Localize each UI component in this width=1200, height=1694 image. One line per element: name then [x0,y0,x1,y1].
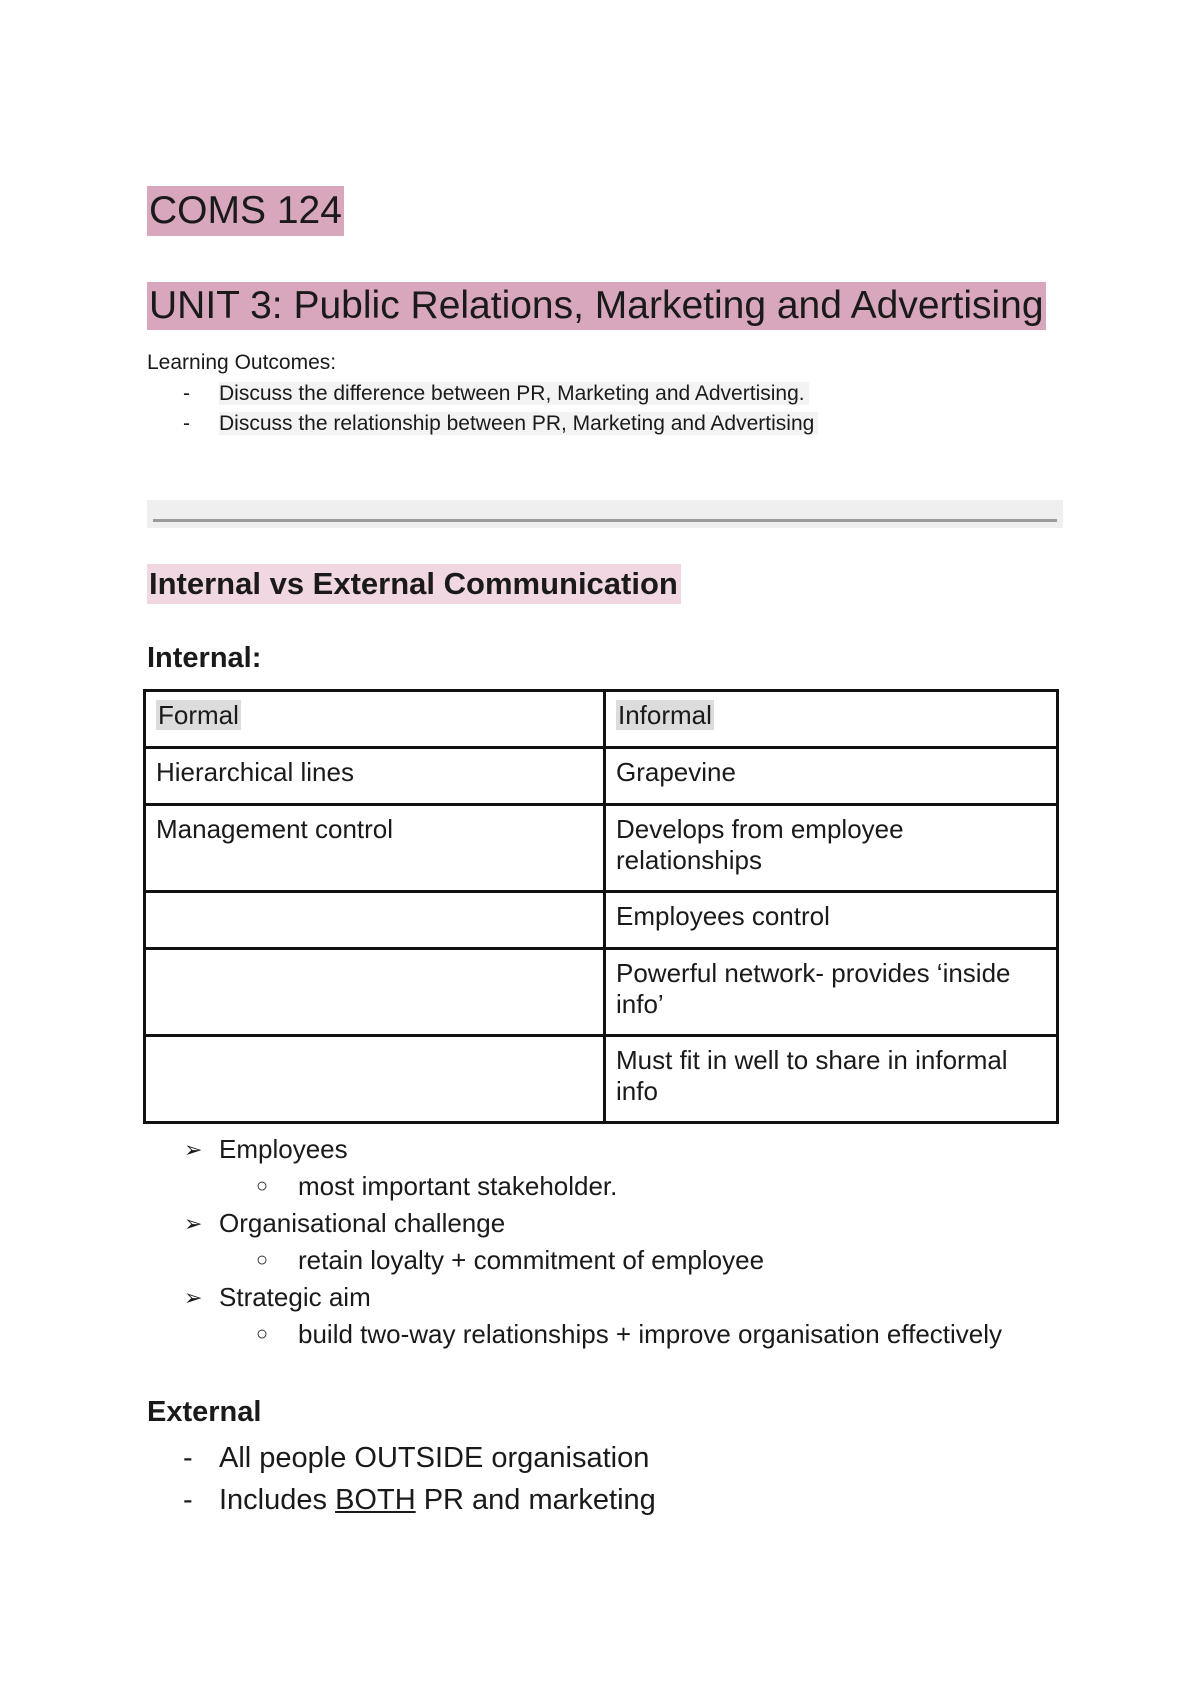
table-row [145,1036,1058,1123]
list-item [147,1242,1002,1279]
external-points-list [147,1437,656,1521]
table-row [145,892,1058,949]
circle-bullet-icon: ○ [256,1323,269,1345]
header-formal: Formal [158,700,239,730]
table-cell: Develops from employee relationships [605,805,1058,892]
point-text: Organisational challenge [219,1208,506,1238]
learning-outcomes-list [147,379,818,439]
list-item [147,1479,656,1521]
course-title: COMS 124 [147,186,344,236]
external-point-suffix: PR and marketing [415,1484,656,1516]
circle-bullet-icon: ○ [256,1249,269,1271]
section-heading: Internal vs External Communication [147,564,681,604]
table-cell [145,892,605,949]
table-header-cell [145,691,605,748]
list-item [147,1131,1002,1168]
point-text: Strategic aim [219,1282,371,1312]
internal-heading: Internal: [147,642,262,674]
table-header-cell [605,691,1058,748]
table-row [145,748,1058,805]
sub-point-text: retain loyalty + commitment of employee [298,1245,765,1275]
dash-bullet: - [183,382,190,405]
table-cell: Hierarchical lines [145,748,605,805]
table-row [145,805,1058,892]
internal-points-list [147,1131,1002,1353]
header-informal: Informal [618,700,712,730]
sub-point-text: build two-way relationships + improve organisation effectively [298,1319,1003,1349]
table-cell: Powerful network- provides ‘inside info’ [605,949,1058,1036]
external-point-text: All people OUTSIDE organisation [219,1442,650,1474]
list-item [147,1205,1002,1242]
arrow-bullet-icon: ➢ [184,1211,203,1236]
list-item [147,409,818,439]
arrow-bullet-icon: ➢ [184,1137,203,1162]
divider-line [153,519,1057,522]
table-cell [145,1036,605,1123]
list-item [147,1279,1002,1316]
list-item [147,1168,1002,1205]
external-point-prefix: Includes [219,1484,336,1516]
learning-outcome-text: Discuss the relationship between PR, Marketing and Advertising [219,412,818,435]
horizontal-divider [147,500,1063,528]
table-header-row [145,691,1058,748]
dash-bullet: - [183,412,190,435]
list-item [147,379,818,409]
unit-title: UNIT 3: Public Relations, Marketing and Advertising [147,282,1046,330]
table-cell: Grapevine [605,748,1058,805]
point-text: Employees [219,1134,348,1164]
circle-bullet-icon: ○ [256,1175,269,1197]
learning-outcome-text: Discuss the difference between PR, Marketing and Advertising. [219,382,809,405]
internal-communication-table [143,689,1059,1124]
table-cell: Must fit in well to share in informal info [605,1036,1058,1123]
list-item [147,1316,1002,1353]
list-item [147,1437,656,1479]
table-row [145,949,1058,1036]
external-point-emphasis: BOTH [335,1484,416,1516]
table-cell: Employees control [605,892,1058,949]
dash-bullet: - [183,1442,193,1474]
sub-point-text: most important stakeholder. [298,1171,618,1201]
external-heading: External [147,1396,262,1428]
table-cell [145,949,605,1036]
arrow-bullet-icon: ➢ [184,1285,203,1310]
table-cell: Management control [145,805,605,892]
dash-bullet: - [183,1484,193,1516]
learning-outcomes-label: Learning Outcomes: [147,351,337,374]
